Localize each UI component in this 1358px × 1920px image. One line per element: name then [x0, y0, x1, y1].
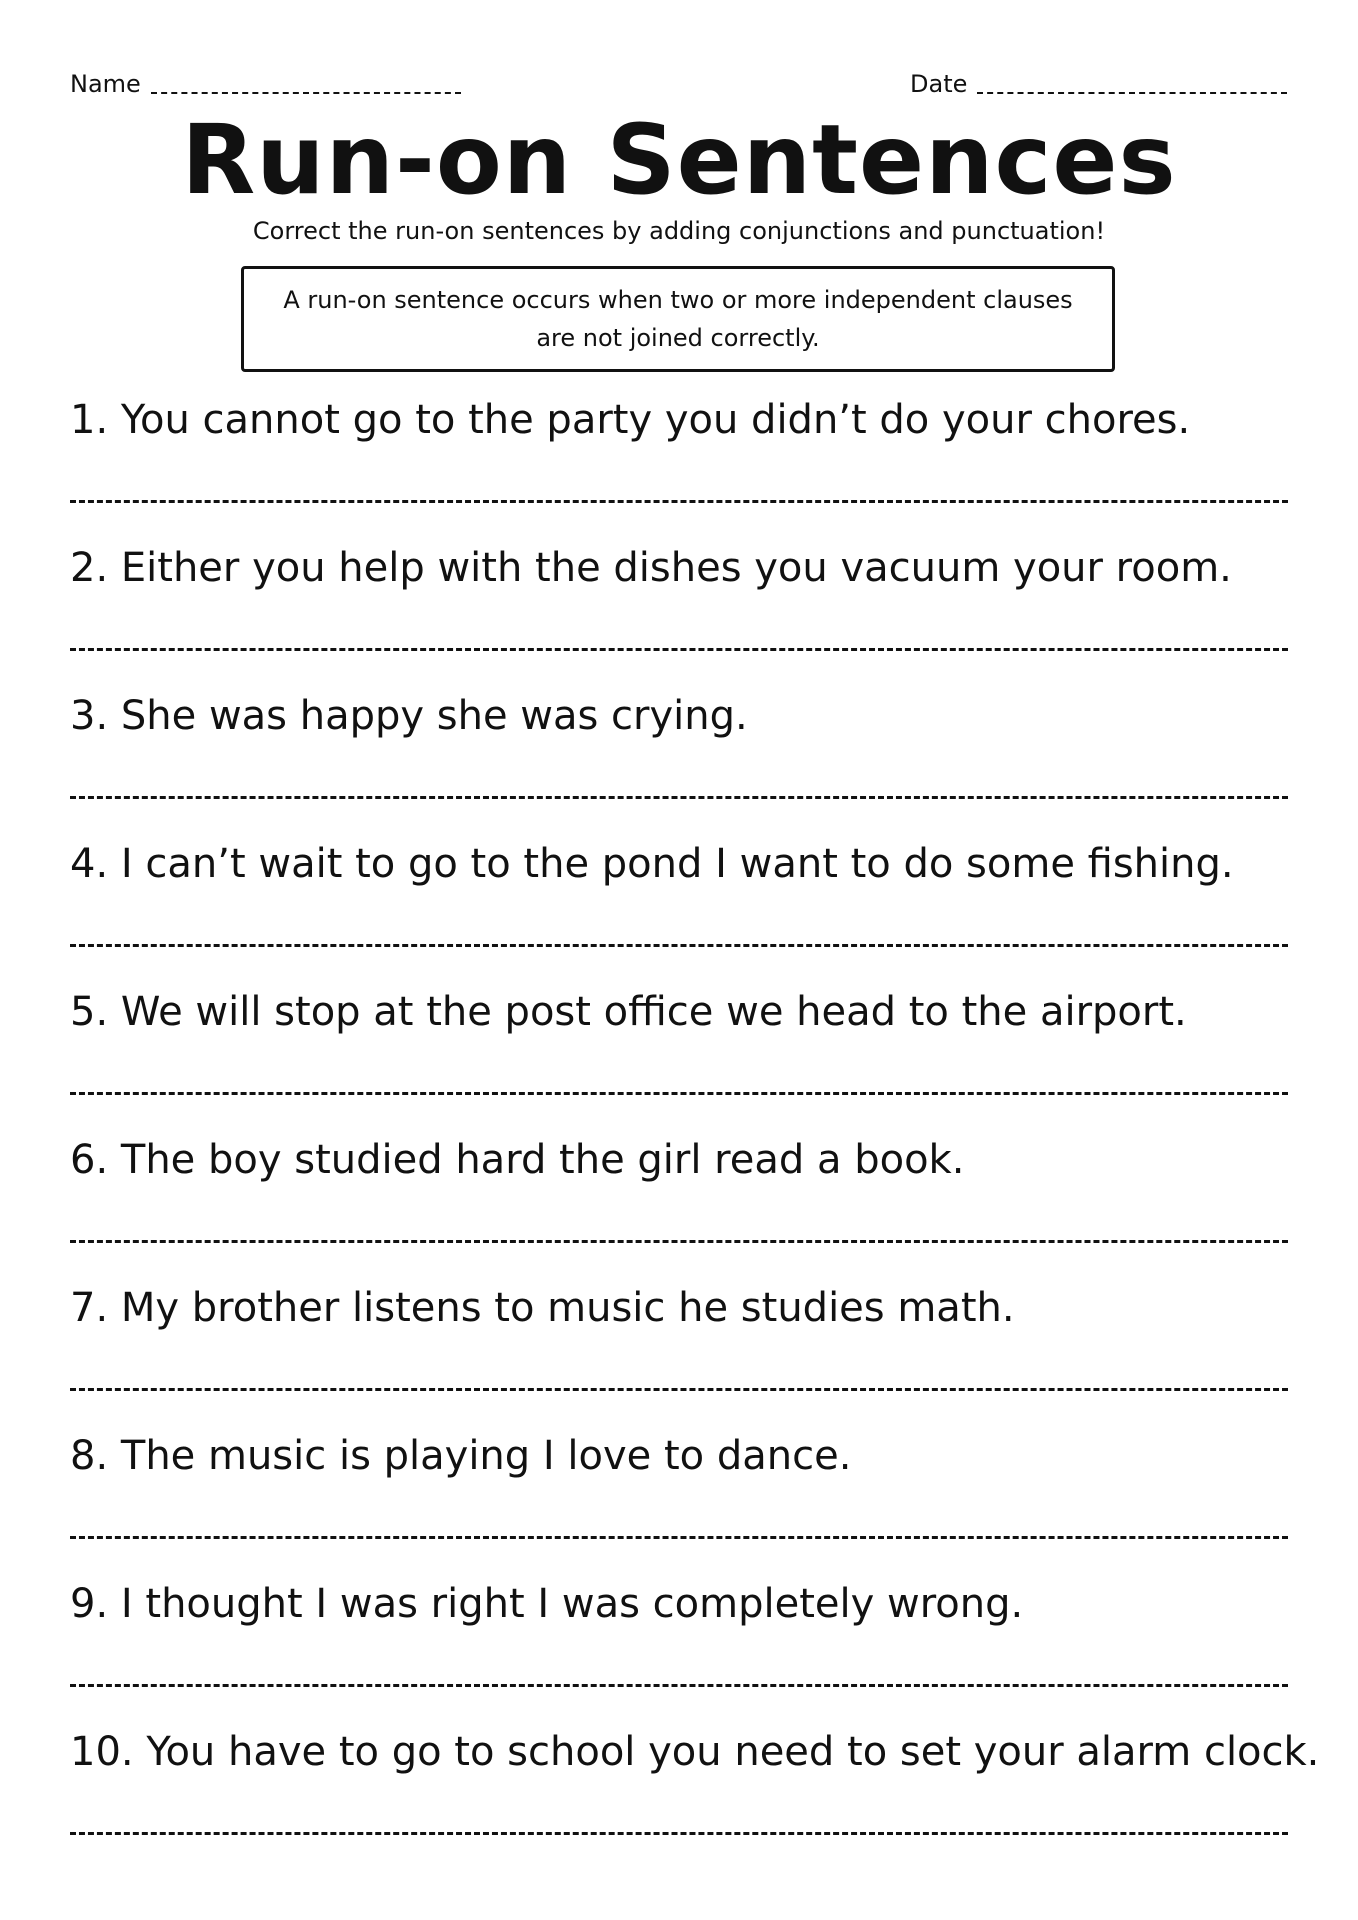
definition-box	[241, 266, 1115, 372]
answer-line[interactable]	[70, 1832, 1288, 1835]
question-text: 4. I can’t wait to go to the pond I want to do some fishing.	[70, 841, 1234, 887]
name-label: Name	[70, 70, 141, 98]
question-text: 5. We will stop at the post office we head to the airport.	[70, 989, 1187, 1035]
instructions: Correct the run-on sentences by adding conjunctions and punctuation!	[252, 217, 1106, 245]
header-fields	[70, 70, 1288, 100]
question-text: 1. You cannot go to the party you didn’t do your chores.	[70, 397, 1191, 443]
question-item	[70, 1420, 1294, 1568]
name-field[interactable]	[70, 70, 461, 98]
question-item	[70, 1272, 1294, 1420]
answer-line[interactable]	[70, 1536, 1288, 1539]
answer-line[interactable]	[70, 1684, 1288, 1687]
question-item	[70, 384, 1294, 532]
question-item	[70, 680, 1294, 828]
question-list	[70, 384, 1320, 1864]
question-text: 3. She was happy she was crying.	[70, 693, 748, 739]
answer-line[interactable]	[70, 500, 1288, 503]
answer-line[interactable]	[70, 648, 1288, 651]
date-field[interactable]	[910, 70, 1287, 98]
question-text: 10. You have to go to school you need to set your alarm clock.	[70, 1729, 1320, 1775]
question-text: 7. My brother listens to music he studies math.	[70, 1285, 1015, 1331]
question-item	[70, 1716, 1320, 1864]
question-item	[70, 976, 1294, 1124]
question-text: 6. The boy studied hard the girl read a book.	[70, 1137, 965, 1183]
question-text: 2. Either you help with the dishes you vacuum your room.	[70, 545, 1232, 591]
name-blank-line[interactable]	[151, 88, 461, 94]
question-text: 8. The music is playing I love to dance.	[70, 1433, 852, 1479]
answer-line[interactable]	[70, 796, 1288, 799]
answer-line[interactable]	[70, 1388, 1288, 1391]
page-title: Run-on Sentences	[181, 104, 1177, 216]
question-item	[70, 828, 1294, 976]
question-text: 9. I thought I was right I was completely wrong.	[70, 1581, 1024, 1627]
question-item	[70, 1124, 1294, 1272]
question-item	[70, 532, 1294, 680]
definition-text: A run-on sentence occurs when two or more independent clauses are not joined correctly.	[283, 286, 1073, 352]
question-item	[70, 1568, 1294, 1716]
answer-line[interactable]	[70, 1092, 1288, 1095]
date-blank-line[interactable]	[977, 88, 1287, 94]
date-label: Date	[910, 70, 968, 98]
answer-line[interactable]	[70, 944, 1288, 947]
answer-line[interactable]	[70, 1240, 1288, 1243]
